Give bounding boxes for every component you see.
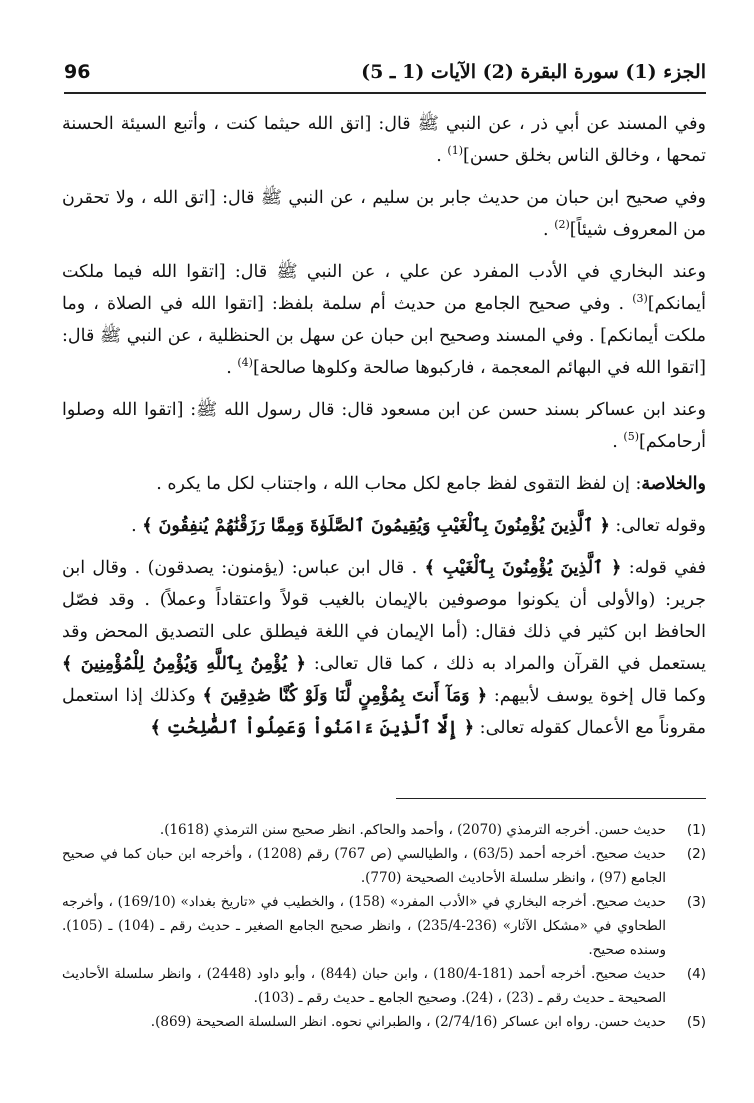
footnote xyxy=(62,890,706,962)
quran-verse: ﴿ إِلَّا ٱلَّذِينَ ءَامَنُواْ وَعَمِلُواْ ٱلصَّٰلِحَٰتِ ﴾ xyxy=(150,718,475,738)
paragraph-text: . xyxy=(436,146,448,166)
paragraph-text: . وفي صحيح الجامع من حديث أم سلمة بلفظ: [اتقوا الله في الصلاة ، وما ملكت أيمانكم] . وفي المسند وصحيح ابن حبان عن سهل بن الحنظلية ، عن النبي ﷺ قال: [اتقوا الله في البهائم المعجمة ، فاركبوها صالحة وكلوها صالحة] xyxy=(62,294,706,378)
paragraph xyxy=(62,510,706,542)
quran-verse: ﴿ ٱلَّذِينَ يُؤْمِنُونَ بِٱلْغَيْبِ ﴾ xyxy=(424,558,622,578)
quran-verse: ﴿ وَمَآ أَنتَ بِمُؤْمِنٍ لَّنَا وَلَوْ كُنَّا صَٰدِقِينَ ﴾ xyxy=(202,686,488,706)
paragraph xyxy=(62,182,706,246)
footnote-number: (4) xyxy=(686,966,706,982)
footnote-number: (1) xyxy=(686,822,706,838)
paragraph-text: ففي قوله: xyxy=(621,558,706,578)
footnote-separator xyxy=(396,798,706,799)
footnote xyxy=(62,962,706,1010)
quran-verse: ﴿ يُؤْمِنُ بِٱللَّهِ وَيُؤْمِنُ لِلْمُؤْمِنِينَ ﴾ xyxy=(62,654,306,674)
paragraph-text: وقوله تعالى: xyxy=(609,516,706,536)
page-number: 96 xyxy=(64,61,91,83)
footnote-ref: (4) xyxy=(237,356,253,370)
paragraph-text: : إن لفظ التقوى لفظ جامع لكل محاب الله ، واجتناب لكل ما يكره . xyxy=(156,474,642,494)
footnote-ref: (1) xyxy=(447,144,464,158)
paragraph-text: وكما قال إخوة يوسف لأبيهم: xyxy=(487,686,706,706)
footnote-number: (5) xyxy=(686,1014,706,1030)
paragraph-text: وعند البخاري في الأدب المفرد عن علي ، عن النبي ﷺ قال: [اتقوا الله فيما ملكت أيمانكم] xyxy=(62,262,706,314)
paragraph-text: وفي المسند عن أبي ذر ، عن النبي ﷺ قال: [اتق الله حيثما كنت ، وأتبع السيئة الحسنة تمحها ، وخالق الناس بخلق حسن] xyxy=(62,114,706,166)
footnote-ref: (5) xyxy=(623,430,640,444)
paragraph-text: . xyxy=(543,220,555,240)
quran-verse: ﴿ ٱلَّذِينَ يُؤْمِنُونَ بِٱلْغَيْبِ وَيُقِيمُونَ ٱلصَّلَوٰةَ وَمِمَّا رَزَقْنَٰهُمْ يُنفِقُونَ ﴾ xyxy=(142,516,610,536)
footnote xyxy=(62,842,706,890)
paragraph xyxy=(62,552,706,744)
footnote-text: حديث حسن. أخرجه الترمذي (2070) ، وأحمد والحاكم. انظر صحيح سنن الترمذي (1618). xyxy=(159,822,666,838)
paragraph-text: وعند ابن عساكر بسند حسن عن ابن مسعود قال: قال رسول الله ﷺ: [اتقوا الله وصلوا أرحامكم] xyxy=(62,400,706,452)
main-text xyxy=(62,108,706,778)
page-header xyxy=(64,52,706,94)
footnote-ref: (3) xyxy=(632,292,648,306)
paragraph-text: . xyxy=(131,516,143,536)
footnote-ref: (2) xyxy=(554,218,570,232)
footnote-text: حديث صحيح. أخرجه أحمد (63/5) ، والطيالسي (ص 767) رقم (1208) ، وأخرجه ابن حبان كما في صحيح الجامع (97) ، وانظر سلسلة الأحاديث الصحيحة (770). xyxy=(62,846,666,886)
paragraph-text: وكذلك إذا استعمل مقروناً مع الأعمال كقوله تعالى: xyxy=(62,686,706,738)
footnote-text: حديث صحيح. أخرجه أحمد (181-180/4) ، وابن حبان (844) ، وأبو داود (2448) ، وانظر سلسلة الأحاديث الصحيحة ـ حديث رقم ـ (23) ، (24). وصحيح الجامع ـ حديث رقم ـ (103). xyxy=(62,966,666,1006)
paragraph-text: وفي صحيح ابن حبان من حديث جابر بن سليم ، عن النبي ﷺ قال: [اتق الله ، ولا تحقرن من المعروف شيئاً] xyxy=(62,188,706,240)
footnote-text: حديث صحيح. أخرجه البخاري في «الأدب المفرد» (158) ، والخطيب في «تاريخ بغداد» (169/10) ، وأخرجه الطحاوي في «مشكل الآثار» (236-235/4) ، وانظر صحيح الجامع الصغير ـ حديث رقم ـ (104) ـ (105). وسنده صحيح. xyxy=(62,894,666,958)
running-title: الجزء (1) سورة البقرة (2) الآيات (1 ـ 5) xyxy=(361,61,706,83)
paragraph: وعند البخاري في الأدب المفرد عن علي ، عن النبي ﷺ قال: [اتقوا الله فيما ملكت أيمانكم]$^{(3)}$ . وفي صحيح الجامع من حديث أم سلمة بلفظ: [اتقوا الله في الصلاة ، وما ملكت أيمانكم] . وفي المسند وصحيح ابن حبان عن سهل بن الحنظلية ، عن النبي ﷺ قال: [اتقوا الله في البهائم المعجمة ، فاركبوها صالحة وكلوها صالحة]$^{(4)}$ . xyxy=(62,262,706,378)
paragraph-text: . xyxy=(612,432,624,452)
footnote-text: حديث حسن. رواه ابن عساكر (2/74/16) ، والطبراني نحوه. انظر السلسلة الصحيحة (869). xyxy=(150,1014,666,1030)
paragraph xyxy=(62,108,706,172)
footnote-number: (2) xyxy=(686,846,706,862)
paragraph-text: . قال ابن عباس: (يؤمنون: يصدقون) . وقال ابن جرير: (والأولى أن يكونوا موصوفين بالإيمان بالغيب قولاً واعتقاداً وعملاً) . وقد فصّل الحافظ ابن كثير في ذلك فقال: (أما الإيمان في اللغة فيطلق على التصديق المحض وقد يستعمل في القرآن والمراد به ذلك ، كما قال تعالى: xyxy=(62,558,706,674)
summary-lead: والخلاصة xyxy=(641,474,706,494)
footnotes xyxy=(62,818,706,1093)
paragraph xyxy=(62,394,706,458)
footnote xyxy=(62,818,706,842)
footnote xyxy=(62,1010,706,1034)
footnote-number: (3) xyxy=(686,894,706,910)
summary-paragraph xyxy=(62,468,706,500)
